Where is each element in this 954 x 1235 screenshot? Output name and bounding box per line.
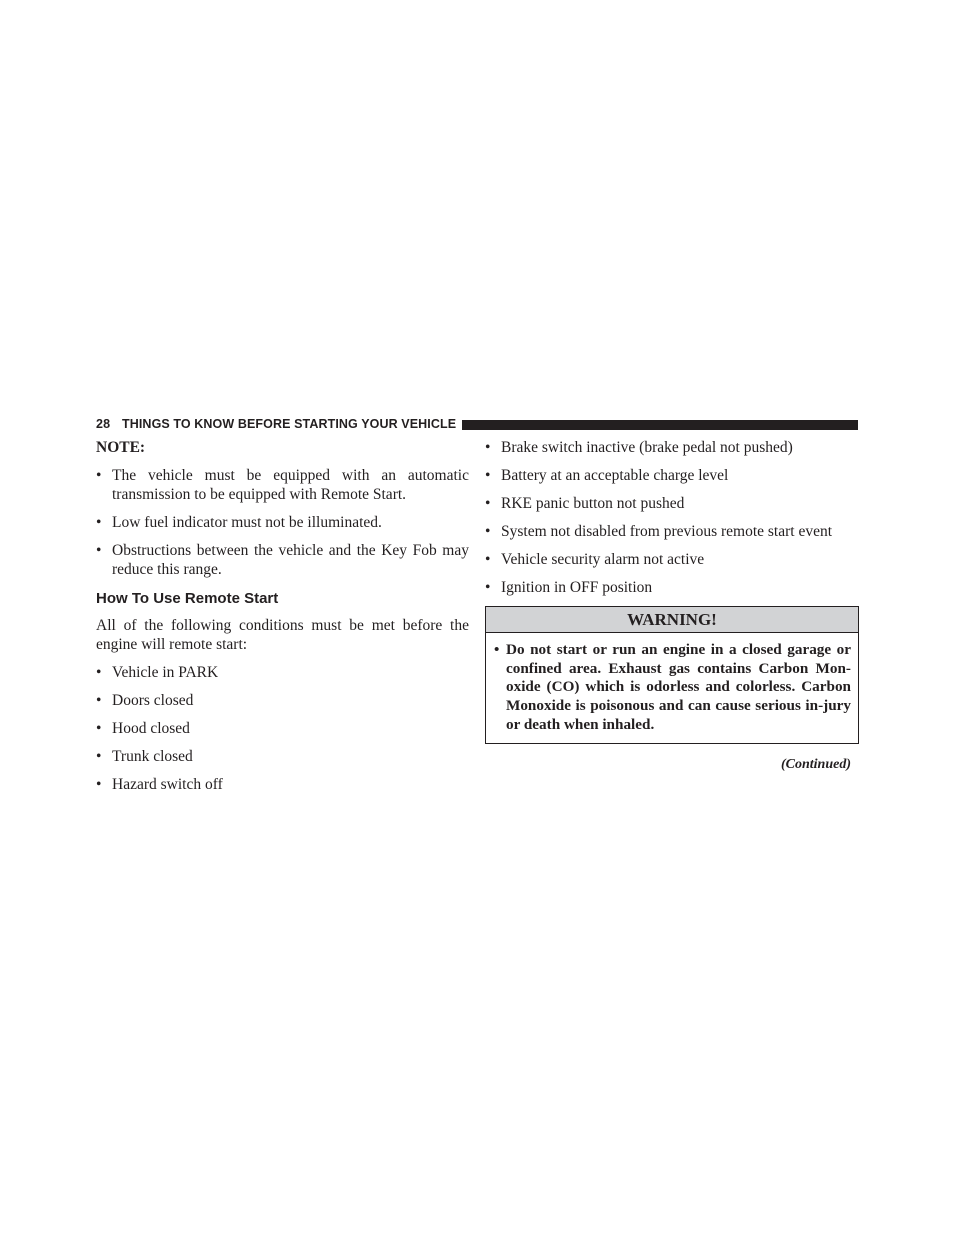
list-item-text: Vehicle security alarm not active: [501, 551, 705, 568]
list-item: [96, 775, 469, 794]
section-title: THINGS TO KNOW BEFORE STARTING YOUR VEHICLE: [122, 417, 457, 431]
bullet-icon: •: [485, 439, 491, 456]
bullet-icon: •: [96, 776, 102, 793]
list-item-text: Vehicle in PARK: [112, 664, 219, 681]
bullet-icon: •: [485, 551, 491, 568]
bullet-icon: •: [96, 664, 102, 681]
page-number: 28: [96, 417, 111, 431]
list-item: [96, 513, 469, 532]
warning-text: Do not start or run an engine in a closed garage or confined area. Exhaust gas contains Carbon Mon-oxide (CO) which is odorless and colorless. Carbon Monoxide is poisonous and can cause serious in-jury or death when inhaled.: [506, 641, 851, 733]
list-item: [485, 522, 859, 541]
bullet-icon: •: [96, 720, 102, 737]
list-item: [485, 466, 859, 485]
list-item-text: Brake switch inactive (brake pedal not pushed): [501, 439, 793, 456]
warning-item: [494, 641, 851, 735]
list-item-text: System not disabled from previous remote start event: [501, 523, 833, 540]
left-column: [96, 438, 469, 803]
list-item-text: Battery at an acceptable charge level: [501, 467, 729, 484]
warning-title: WARNING!: [486, 607, 858, 633]
list-item-text: RKE panic button not pushed: [501, 495, 685, 512]
warning-box: [485, 606, 859, 744]
list-item: [485, 438, 859, 457]
list-item-text: Low fuel indicator must not be illuminated.: [112, 514, 382, 531]
bullet-icon: •: [494, 641, 500, 658]
right-column: [485, 438, 859, 774]
note-label: NOTE:: [96, 439, 146, 456]
list-item-text: The vehicle must be equipped with an automatic transmission to be equipped with Remote Start.: [112, 467, 469, 503]
continued-label: (Continued): [780, 756, 851, 772]
section-heading: How To Use Remote Start: [96, 590, 279, 607]
list-item: [96, 719, 469, 738]
bullet-icon: •: [485, 467, 491, 484]
list-item-text: Trunk closed: [112, 748, 193, 765]
conditions-list-right: [485, 438, 859, 597]
list-item: [485, 494, 859, 513]
list-item: [96, 691, 469, 710]
warning-body: [486, 633, 858, 743]
bullet-icon: •: [96, 748, 102, 765]
list-item: [96, 747, 469, 766]
list-item-text: Hazard switch off: [112, 776, 223, 793]
list-item-text: Obstructions between the vehicle and the Key Fob may reduce this range.: [112, 542, 469, 578]
bullet-icon: •: [96, 692, 102, 709]
bullet-icon: •: [485, 523, 491, 540]
bullet-icon: •: [96, 514, 102, 531]
note-list: [96, 466, 469, 579]
page-header: [96, 416, 858, 432]
list-item: [96, 541, 469, 579]
list-item-text: Doors closed: [112, 692, 194, 709]
list-item: [485, 578, 859, 597]
conditions-list-left: [96, 663, 469, 794]
list-item-text: Hood closed: [112, 720, 190, 737]
list-item: [96, 663, 469, 682]
bullet-icon: •: [96, 542, 102, 559]
bullet-icon: •: [485, 495, 491, 512]
intro-paragraph: All of the following conditions must be met before the engine will remote start:: [96, 617, 469, 653]
list-item: [485, 550, 859, 569]
list-item-text: Ignition in OFF position: [501, 579, 653, 596]
bullet-icon: •: [96, 467, 102, 484]
bullet-icon: •: [485, 579, 491, 596]
list-item: [96, 466, 469, 504]
header-rule: [462, 420, 858, 430]
